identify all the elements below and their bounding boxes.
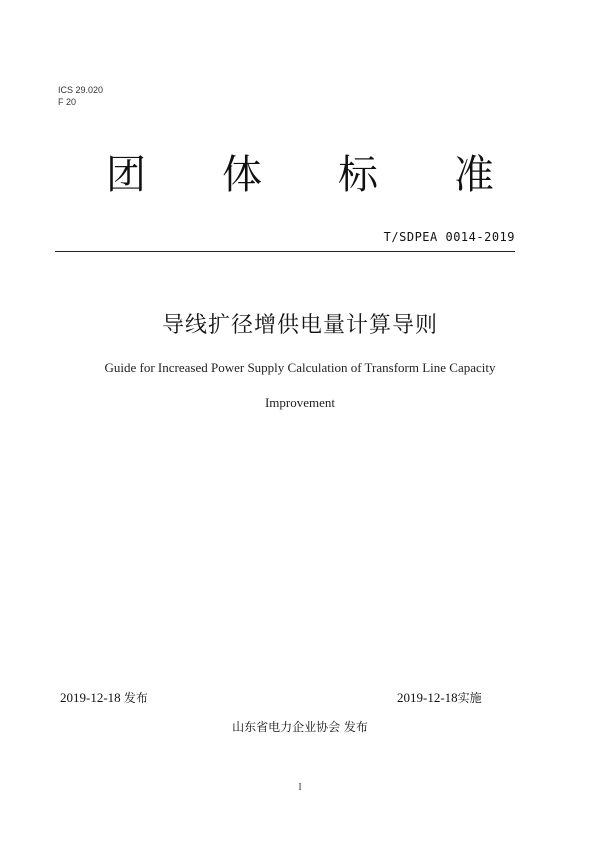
standard-number: T/SDPEA 0014-2019 [383, 230, 515, 244]
publisher: 山东省电力企业协会 发布 [232, 720, 368, 734]
implement-label: 实施 [457, 691, 482, 705]
english-title-line-1: Guide for Increased Power Supply Calculation of Transform Line Capacity [104, 360, 496, 375]
publish-date [60, 689, 148, 706]
english-title-line-2: Improvement [264, 395, 336, 410]
header-divider [55, 251, 515, 252]
publish-label: 发布 [123, 691, 148, 705]
title-char: 体 [222, 152, 262, 198]
page-number: I [298, 782, 302, 793]
implement-date-value: 2019-12-18 [397, 690, 458, 705]
chinese-title: 导线扩径增供电量计算导则 [161, 313, 438, 338]
ics-code: ICS 29.020 [58, 85, 104, 95]
implement-date [397, 689, 482, 706]
title-char: 准 [454, 152, 494, 198]
publish-date-value: 2019-12-18 [60, 690, 121, 705]
ccs-code: F 20 [58, 97, 77, 107]
title-char: 标 [338, 152, 378, 198]
title-char: 团 [106, 152, 146, 198]
document-type-title [0, 150, 600, 200]
